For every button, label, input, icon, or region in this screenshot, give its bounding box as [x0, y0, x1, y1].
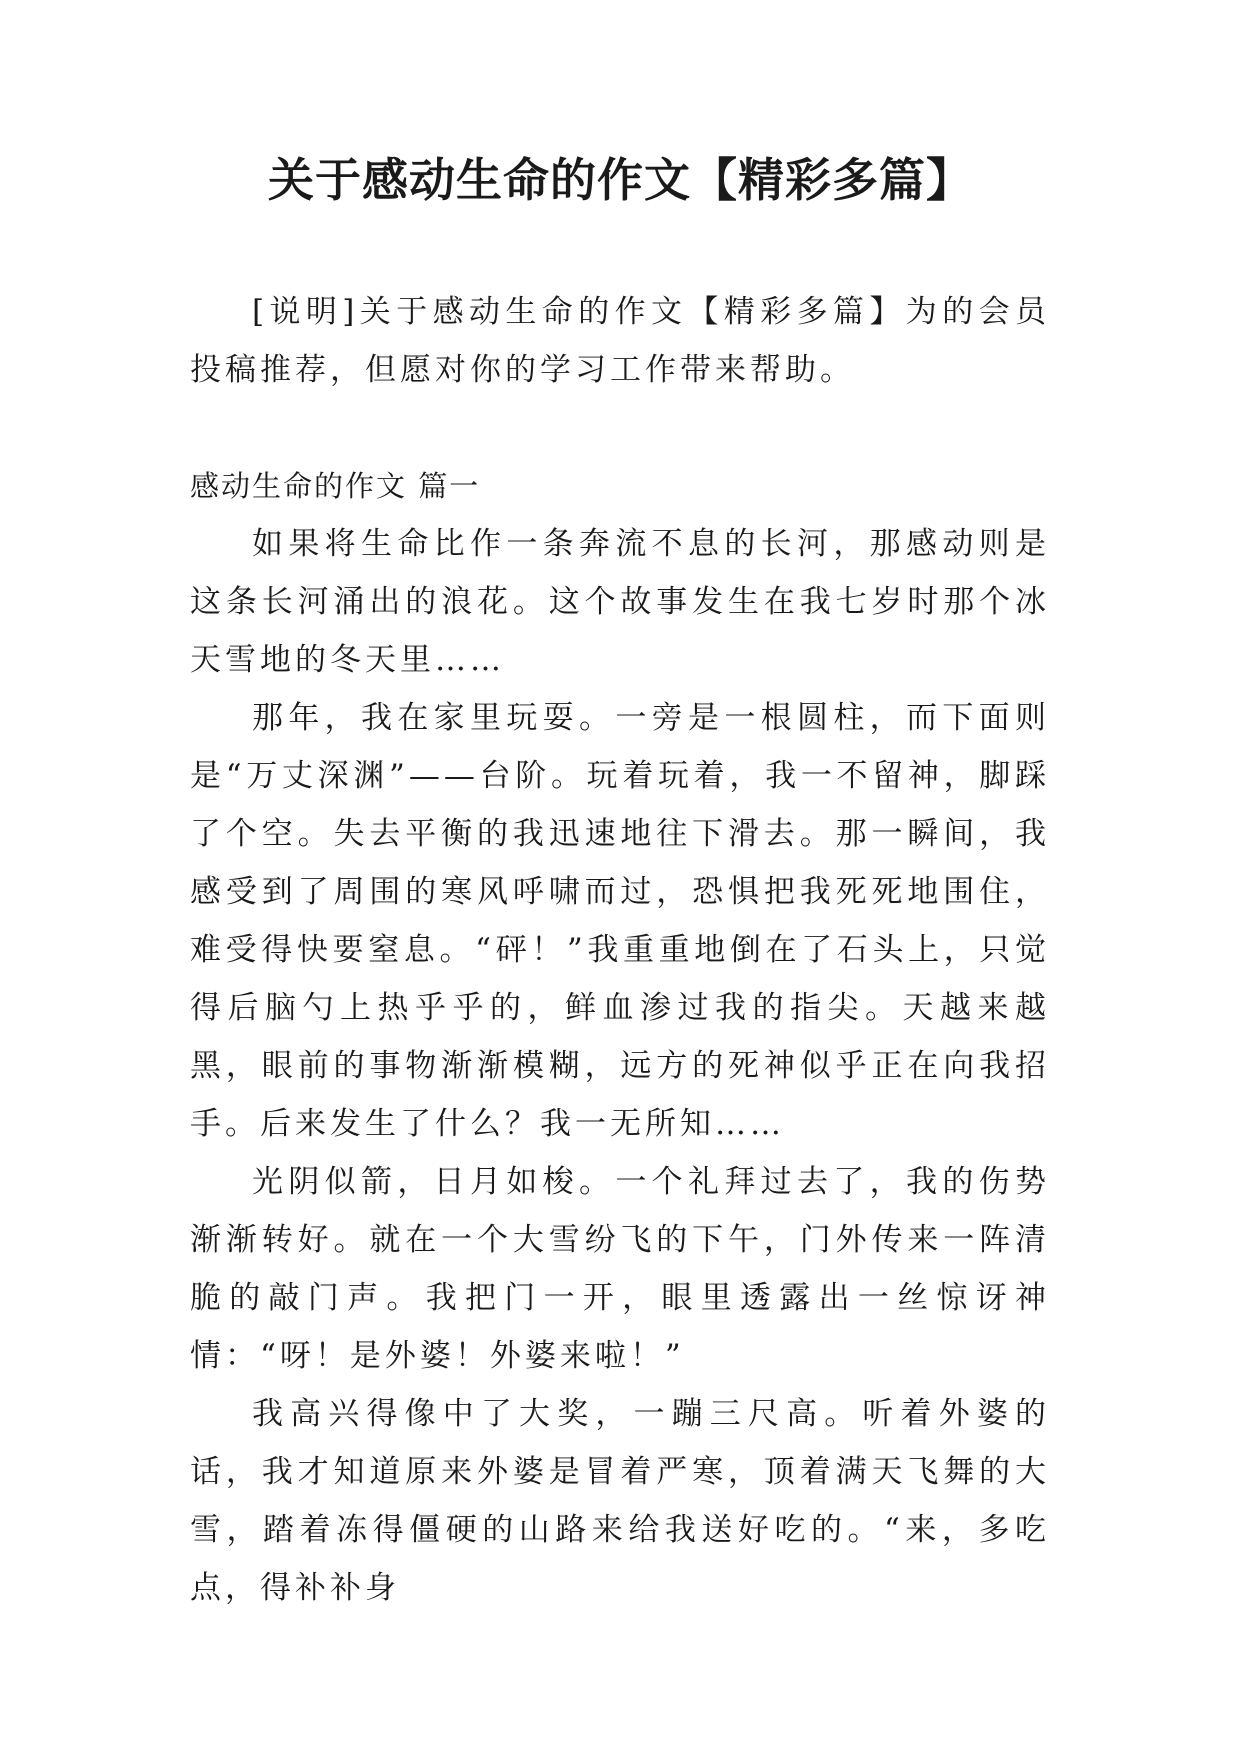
section-heading: 感动生命的作文 篇一: [190, 469, 481, 503]
document-title: 关于感动生命的作文【精彩多篇】: [268, 153, 973, 207]
intro-paragraph: [说明]关于感动生命的作文【精彩多篇】为的会员投稿推荐，但愿对你的学习工作带来帮助。: [190, 294, 1050, 388]
body-paragraph: 我高兴得像中了大奖，一蹦三尺高。听着外婆的话，我才知道原来外婆是冒着严寒，顶着满天飞舞的大雪，踏着冻得僵硬的山路来给我送好吃的。“来，多吃点，得补补身: [190, 1396, 1050, 1606]
body-paragraph: 如果将生命比作一条奔流不息的长河，那感动则是这条长河涌出的浪花。这个故事发生在我七岁时那个冰天雪地的冬天里……: [190, 526, 1050, 678]
intro-block: [190, 283, 1050, 399]
section-body: [190, 515, 1050, 1617]
body-paragraph: 光阴似箭，日月如梭。一个礼拜过去了，我的伤势渐渐转好。就在一个大雪纷飞的下午，门外传来一阵清脆的敲门声。我把门一开，眼里透露出一丝惊讶神情：“呀！是外婆！外婆来啦！”: [190, 1164, 1050, 1374]
body-paragraph: 那年，我在家里玩耍。一旁是一根圆柱，而下面则是“万丈深渊”——台阶。玩着玩着，我一不留神，脚踩了个空。失去平衡的我迅速地往下滑去。那一瞬间，我感受到了周围的寒风呼啸而过，恐惧把我死死地围住，难受得快要窒息。“砰！”我重重地倒在了石头上，只觉得后脑勺上热乎乎的，鲜血渗过我的指尖。天越来越黑，眼前的事物渐渐模糊，远方的死神似乎正在向我招手。后来发生了什么？我一无所知……: [190, 700, 1050, 1142]
